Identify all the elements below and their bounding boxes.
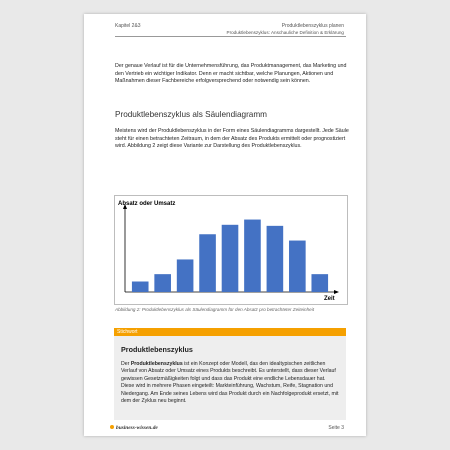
section-paragraph: Meistens wird der Produktlebenszyklus in der Form eines Säulendiagramms dargestellt. Jede Säule steht für einen betrachteten Zeitraum, in dem der Absatz des Produkts ermittelt oder prognostiziert wird. Abbildung 2 zeigt diese Variante zur Darstellung des Produktlebenszyklus. — [115, 128, 349, 150]
infobox-text — [121, 361, 339, 405]
header-subsection: Produktlebenszyklus: Anschauliche Definition & Erklärung — [226, 30, 344, 35]
bar-1 — [132, 282, 149, 293]
y-axis-label: Absatz oder Umsatz — [118, 201, 176, 207]
bars-group — [132, 220, 328, 292]
intro-paragraph: Der genaue Verlauf ist für die Unternehmensführung, das Produktmanagement, das Marketing und den Vertrieb ein wichtiger Indikator. Denn er macht sichtbar, welche Planungen, Aktionen und Maßnahmen dieser Fachbereiche erfolgversprechend oder notwendig sein können. — [115, 63, 347, 85]
footer-logo — [110, 425, 158, 431]
bar-3 — [177, 259, 194, 292]
header-chapter: Kapitel 2&3 — [115, 23, 141, 29]
bar-4 — [199, 234, 216, 292]
bar-9 — [311, 274, 328, 292]
infobox-text-before: Der — [121, 361, 131, 367]
infobox-term: Produktlebenszyklus — [130, 361, 183, 367]
figure-caption: Abbildung 2: Produktlebenszyklus als Säulendiagramm für den Absatz pro betrachteter Zeiteinheit — [115, 307, 315, 312]
document-page — [84, 14, 366, 436]
infobox-header — [114, 328, 346, 336]
bar-7 — [267, 226, 284, 292]
infobox-title: Produktlebenszyklus — [121, 345, 193, 354]
bar-2 — [154, 274, 171, 292]
infobox-text-after: ist ein Konzept oder Modell, das den idealtypischen zeitlichen Verlauf von Absatz oder Umsatz eines Produkts beschreibt. Es unterstellt, dass dieser Verlauf gewissen Gesetzmäßigkeiten folgt und dass das Produkt eine endliche Lebensdauer hat. Diese wird in mehrere Phasen eingeteilt: Markteinführung, Wachstum, Reife, Stagnation und Niedergang. Am Ende seines Lebens wird das Produkt durch ein Nachfolgeprodukt ersetzt, mit dem der Zyklus neu beginnt. — [121, 361, 339, 405]
header-section: Produktlebenszyklus planen — [281, 23, 344, 29]
x-axis-arrow-icon — [334, 290, 339, 294]
logo-dot-icon — [110, 425, 114, 429]
chart-svg — [115, 196, 347, 304]
bar-chart — [114, 195, 348, 305]
page-number: Seite 3 — [328, 425, 344, 431]
section-title: Produktlebenszyklus als Säulendiagramm — [115, 110, 268, 119]
bar-6 — [244, 220, 261, 292]
infobox — [114, 336, 346, 420]
footer-logo-text: business-wissen.de — [116, 425, 158, 431]
bar-8 — [289, 241, 306, 292]
infobox-label: Stichwort — [117, 329, 138, 335]
bar-5 — [222, 225, 239, 292]
header-divider — [115, 36, 346, 37]
x-axis-label: Zeit — [324, 296, 335, 302]
